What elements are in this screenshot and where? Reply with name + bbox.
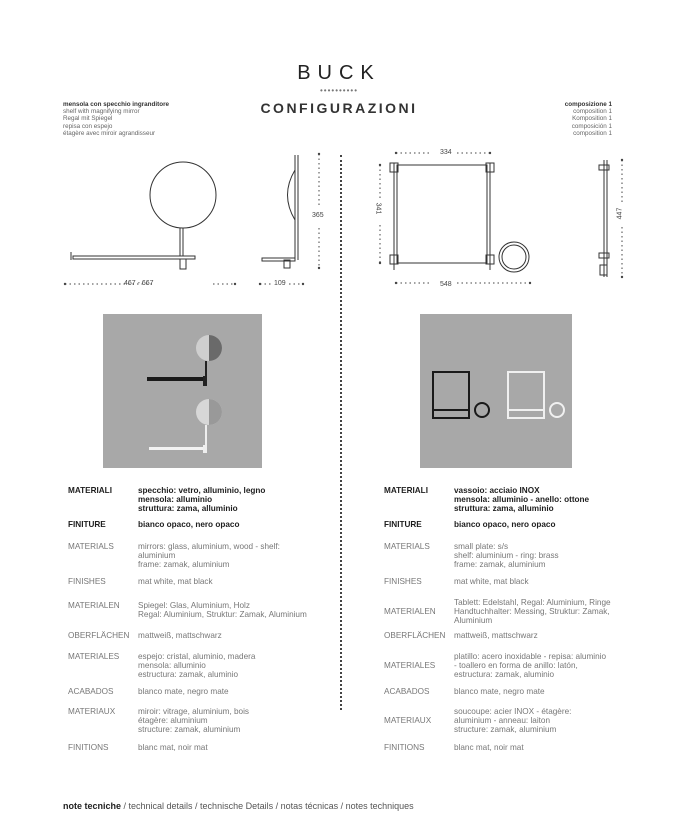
product-photo-right: [420, 314, 572, 468]
spec-value: Tablett: Edelstahl, Regal: Aluminium, Ringe Handtuchhalter: Messing, Struktur: Zamak, Aluminium: [454, 598, 611, 625]
spec-value: soucoupe: acier INOX - étagère: aluminium - anneau: laiton structure: zamak, aluminium: [454, 707, 572, 734]
dim-width: 467 - 667: [124, 280, 154, 287]
footer-rest: / technical details / technische Details / notas técnicas / notes techniques: [121, 801, 414, 811]
spec-label: MATERIALEN: [68, 601, 120, 610]
spec-label: OBERFLÄCHEN: [68, 631, 130, 640]
section-title: CONFIGURAZIONI: [260, 100, 418, 116]
spec-value: blanco mate, negro mate: [138, 687, 229, 696]
caption-line: composition 1: [573, 108, 612, 116]
spec-label: ACABADOS: [384, 687, 430, 696]
caption-line: composizione 1: [564, 101, 612, 108]
title-dots: ••••••••••: [319, 86, 358, 95]
right-technical-drawing: [360, 145, 635, 295]
spec-value: blanc mat, noir mat: [138, 743, 208, 752]
spec-value: small plate: s/s shelf: aluminium - ring: brass frame: zamak, aluminium: [454, 542, 559, 569]
spec-label: FINISHES: [68, 577, 106, 586]
spec-label: FINISHES: [384, 577, 422, 586]
spec-label: FINITIONS: [68, 743, 109, 752]
dim-height: 365: [312, 212, 324, 219]
right-caption: [565, 101, 612, 137]
footer-note: [63, 801, 414, 811]
left-technical-drawing: [55, 140, 335, 300]
caption-line: Regal mit Spiegel: [63, 115, 113, 123]
spec-value: mat white, mat black: [138, 577, 213, 586]
spec-value: blanc mat, noir mat: [454, 743, 524, 752]
caption-line: repisa con espejo: [63, 122, 113, 130]
spec-value: specchio: vetro, alluminio, legno mensola: alluminio struttura: zama, alluminio: [138, 486, 266, 513]
spec-value: mattweiß, mattschwarz: [454, 631, 538, 640]
left-caption: [63, 101, 169, 137]
spec-label: OBERFLÄCHEN: [384, 631, 446, 640]
caption-line: composition 1: [573, 129, 612, 137]
spec-label: MATERIALI: [68, 486, 112, 495]
product-photo-left: [103, 314, 262, 468]
center-divider: [340, 155, 342, 710]
brand-title: BUCK: [297, 62, 381, 84]
spec-label: MATERIALI: [384, 486, 428, 495]
spec-label: MATERIALES: [68, 652, 120, 661]
spec-value: bianco opaco, nero opaco: [138, 520, 240, 529]
spec-value: espejo: cristal, aluminio, madera mensola: alluminio estructura: zamak, aluminio: [138, 652, 256, 679]
footer-bold: note tecniche: [63, 801, 122, 811]
spec-value: mat white, mat black: [454, 577, 529, 586]
spec-value: mattweiß, mattschwarz: [138, 631, 222, 640]
mirror-outline: [150, 162, 216, 228]
dim-bottom: 548: [440, 281, 452, 288]
spec-label: FINITIONS: [384, 743, 425, 752]
caption-line: étagère avec miroir agrandisseur: [63, 129, 156, 137]
spec-label: MATERIALES: [384, 661, 436, 670]
dim-left: 341: [374, 202, 382, 215]
spec-label: MATERIAUX: [384, 716, 432, 725]
dim-side: 447: [616, 207, 624, 220]
spec-label: MATERIAUX: [68, 707, 116, 716]
spec-label: ACABADOS: [68, 687, 114, 696]
spec-label: FINITURE: [384, 520, 422, 529]
caption-line: Komposition 1: [572, 115, 612, 123]
spec-value: miroir: vitrage, aluminium, bois étagère: aluminium structure: zamak, aluminium: [138, 707, 250, 734]
spec-label: MATERIALS: [68, 542, 114, 551]
spec-value: Spiegel: Glas, Aluminium, Holz Regal: Aluminium, Struktur: Zamak, Aluminium: [138, 601, 307, 619]
spec-value: mirrors: glass, aluminium, wood - shelf: aluminium frame: zamak, aluminium: [138, 542, 280, 569]
spec-value: blanco mate, negro mate: [454, 687, 545, 696]
dim-top: 334: [440, 149, 452, 156]
caption-line: composición 1: [571, 122, 612, 130]
spec-label: MATERIALS: [384, 542, 430, 551]
dim-depth: 109: [274, 280, 286, 287]
spec-label: FINITURE: [68, 520, 106, 529]
caption-line: mensola con specchio ingranditore: [63, 101, 170, 108]
caption-line: shelf with magnifying mirror: [63, 108, 140, 116]
spec-value: bianco opaco, nero opaco: [454, 520, 556, 529]
spec-value: vassoio: acciaio INOX mensola: alluminio - anello: ottone struttura: zama, alluminio: [454, 486, 590, 513]
spec-value: platillo: acero inoxidable - repisa: aluminio - toallero en forma de anillo: latón, estructura: zamak, aluminio: [454, 652, 607, 679]
spec-label: MATERIALEN: [384, 607, 436, 616]
